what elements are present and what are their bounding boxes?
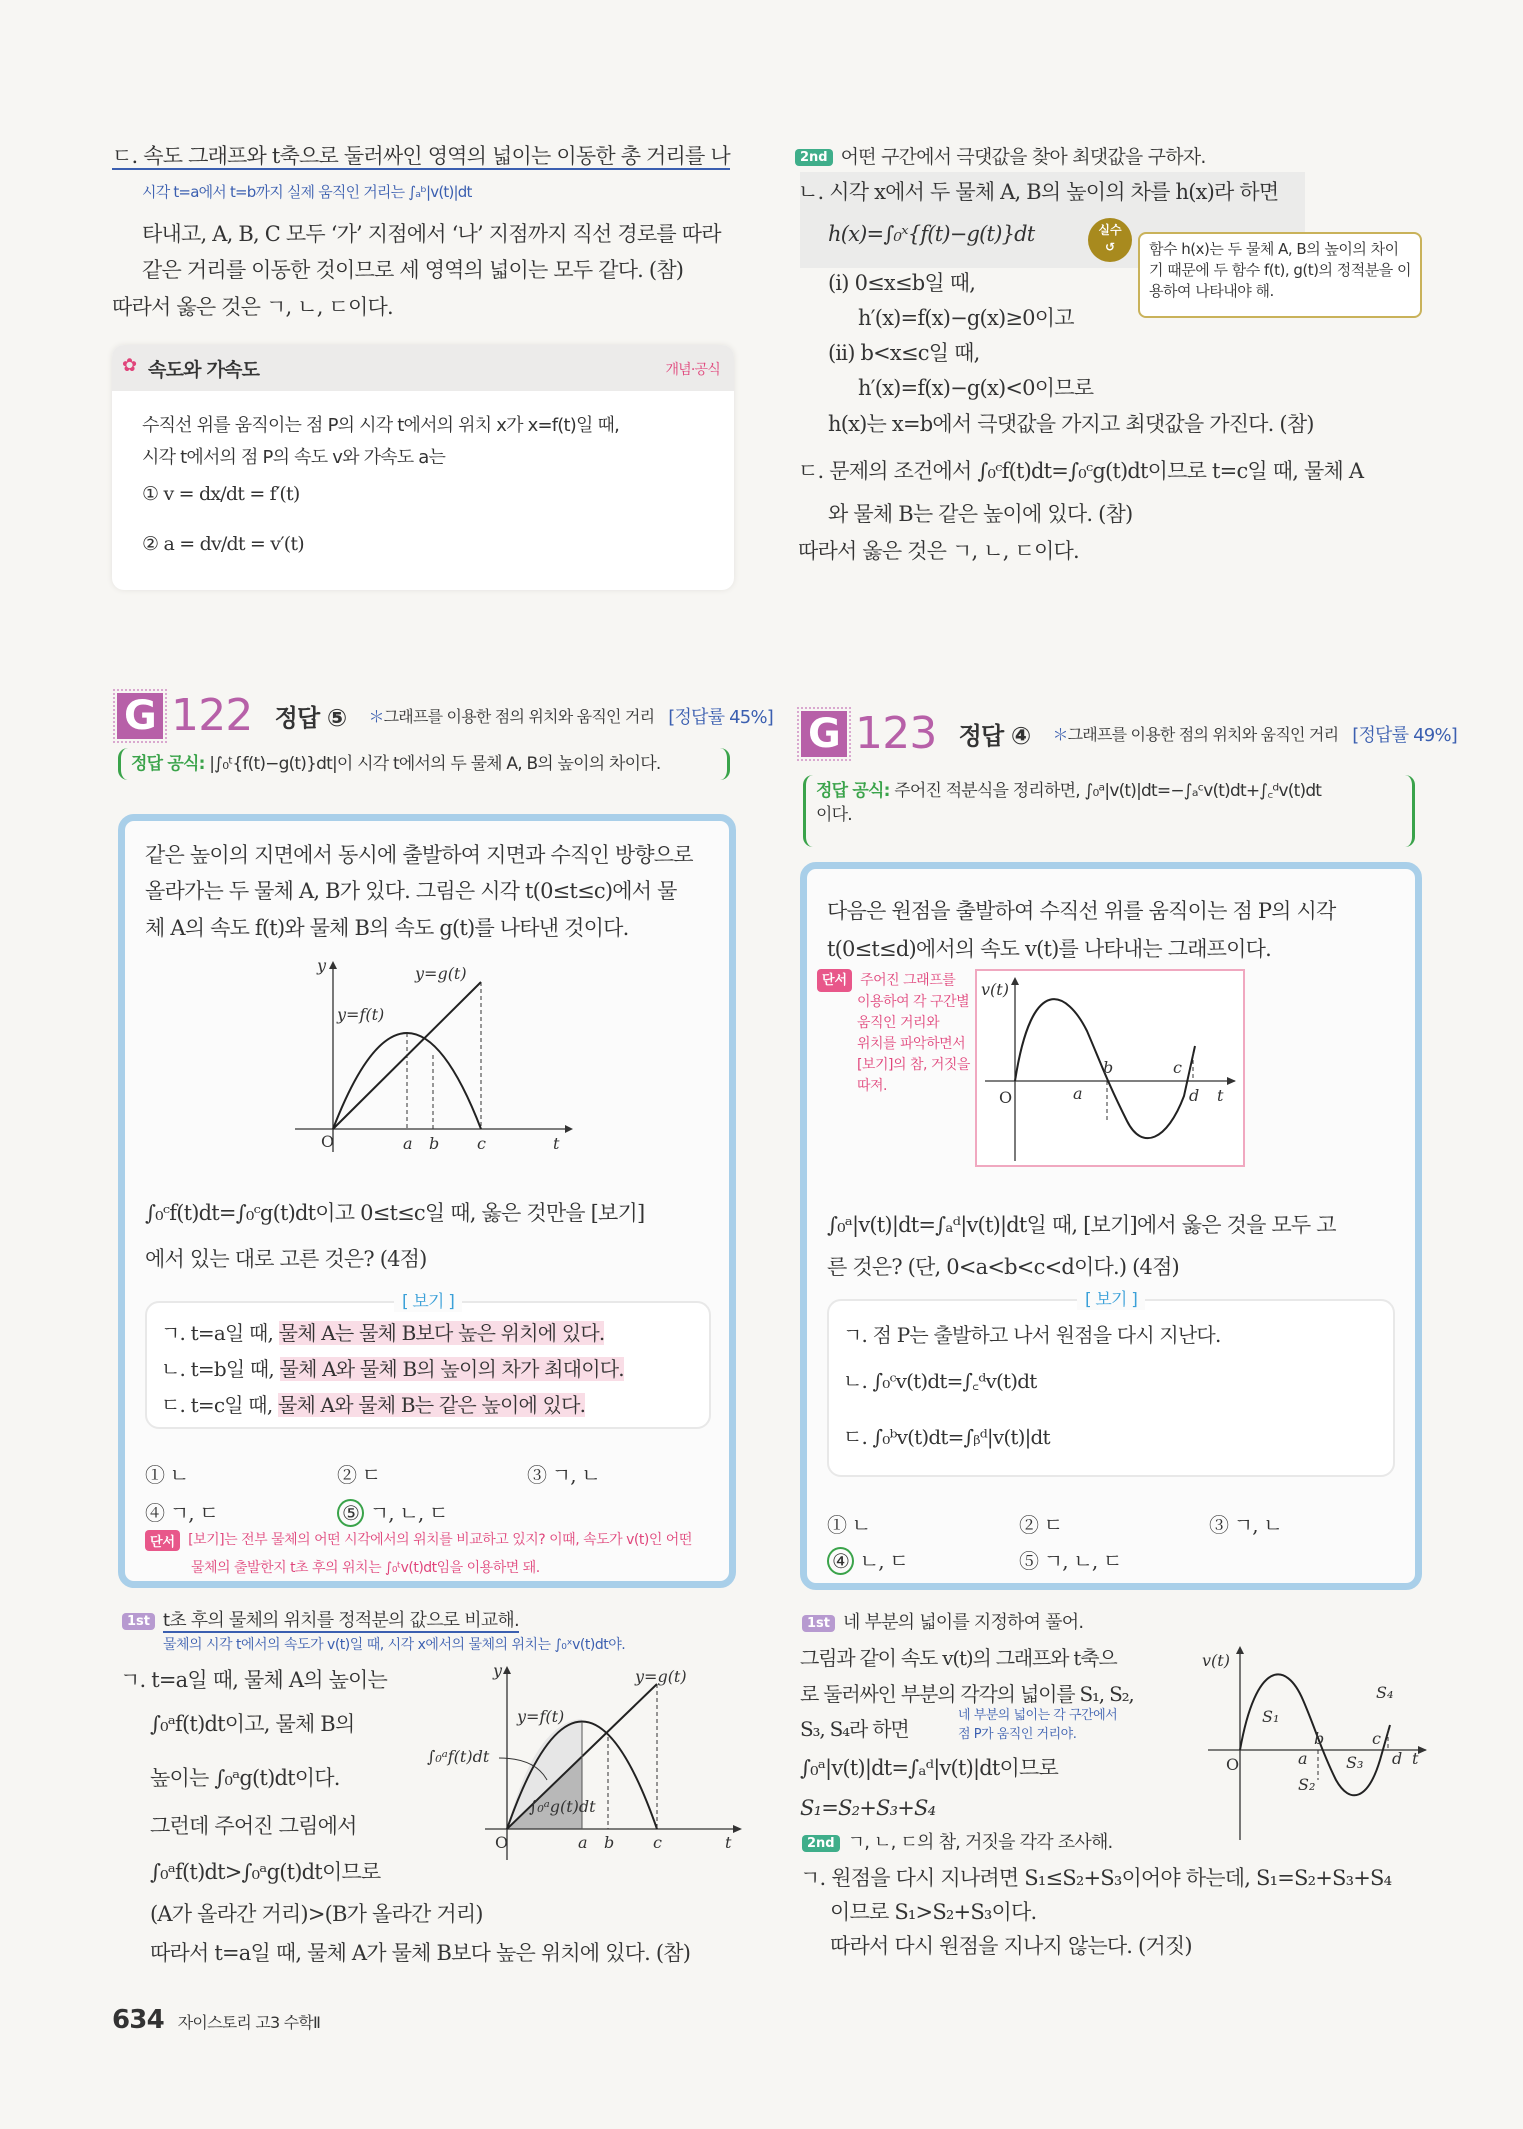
step-heading [802, 1608, 1083, 1634]
question-line: ∫₀ᶜf(t)dt=∫₀ᶜg(t)dt이고 0≤t≤c일 때, 옳은 것만을 [보기] [145, 1201, 645, 1225]
choice-3[interactable]: ③ ㄱ, ㄴ [527, 1463, 600, 1487]
tick-d: d [1392, 1749, 1403, 1768]
solution-line: (ii) b<x≤c일 때, [828, 341, 980, 365]
step-heading [802, 1828, 1112, 1854]
f-label: y=f(t) [517, 1707, 565, 1726]
hint-badge: 단서 [817, 969, 852, 992]
solution-line: 타내고, A, B, C 모두 ‘가’ 지점에서 ‘나’ 지점까지 직선 경로를 따라 [142, 222, 721, 246]
solution-line: S₁=S₂+S₃+S₄ [800, 1796, 936, 1820]
question-line: 올라가는 두 물체 A, B가 있다. 그림은 시각 t(0≤t≤c)에서 물 [145, 879, 677, 903]
origin-label: O [321, 1132, 335, 1151]
answer-formula [803, 775, 1415, 847]
tick-d: d [1189, 1086, 1200, 1105]
solution-line: 같은 거리를 이동한 것이므로 세 영역의 넓이는 모두 같다. (참) [142, 258, 684, 282]
bogi-item: ㄱ. t=a일 때, 물체 A는 물체 B보다 높은 위치에 있다. [161, 1321, 605, 1345]
tick-c: c [1173, 1058, 1182, 1077]
choice-5[interactable]: ⑤ ㄱ, ㄴ, ㄷ [1019, 1549, 1122, 1573]
solution-line: S₃, S₄라 하면 [800, 1717, 909, 1741]
shaded-area-graph-122 [425, 1662, 745, 1862]
bogi-item: ㄷ. t=c일 때, 물체 A와 물체 B는 같은 높이에 있다. [161, 1393, 586, 1417]
t-label: t [1217, 1086, 1224, 1105]
mistake-badge-icon: 실수 ↺ [1088, 218, 1132, 262]
solution-line: ㄱ. t=a일 때, 물체 A의 높이는 [120, 1668, 388, 1692]
flower-icon: ✿ [122, 355, 137, 376]
tick-c: c [477, 1134, 486, 1153]
acceleration-formula: ② a = dv/dt = v′(t) [142, 533, 304, 555]
bogi-item: ㄱ. 점 P는 출발하고 나서 원점을 다시 지난다. [843, 1323, 1221, 1347]
side-note: 네 부분의 넓이는 각 구간에서 점 P가 움직인 거리야. [958, 1708, 1118, 1742]
solution-line: 와 물체 B는 같은 높이에 있다. (참) [828, 502, 1133, 526]
area-graph-123 [1198, 1640, 1430, 1840]
velocity-graph-123 [975, 969, 1245, 1167]
step-text: 네 부분의 넓이를 지정하여 풀어. [843, 1612, 1084, 1633]
bogi-label: [ 보기 ] [1077, 1290, 1145, 1310]
solution-conclusion: 따라서 옳은 것은 ㄱ, ㄴ, ㄷ이다. [798, 539, 1079, 563]
bogi-label: [ 보기 ] [394, 1292, 462, 1312]
concept-line: 시각 t에서의 점 P의 속도 v와 가속도 a는 [142, 447, 446, 468]
bogi-item: ㄴ. ∫₀ᶜv(t)dt=∫꜀ᵈv(t)dt [843, 1369, 1037, 1393]
choice-3[interactable]: ③ ㄱ, ㄴ [1209, 1513, 1282, 1537]
step-badge: 2nd [795, 149, 833, 166]
g-badge: G [117, 693, 163, 739]
hint-line: 단서 [보기]는 전부 물체의 어떤 시각에서의 위치를 비교하고 있지? 이때, 속도가 v(t)인 어떤 [145, 1529, 692, 1551]
solution-line: 높이는 ∫₀ᵃg(t)dt이다. [150, 1766, 340, 1790]
topic-label: ＊그래프를 이용한 점의 위치와 움직인 거리 [368, 707, 655, 726]
solution-line: 따라서 t=a일 때, 물체 A가 물체 B보다 높은 위치에 있다. (참) [150, 1941, 691, 1965]
f-integral-label: ∫₀ᵃf(t)dt [427, 1747, 490, 1766]
tick-b: b [604, 1833, 615, 1852]
solution-line: h′(x)=f(x)−g(x)<0이므로 [858, 376, 1094, 400]
problem-header-122 [117, 690, 773, 741]
hint-side: 단서 주어진 그래프를 이용하여 각 구간별 움직인 거리와 위치를 파악하면서 [보기]의 참, 거짓을 따져. [817, 969, 967, 1097]
bogi-item: ㄴ. t=b일 때, 물체 A와 물체 B의 높이의 차가 최대이다. [161, 1357, 624, 1381]
choice-4[interactable]: ④ ㄱ, ㄷ [145, 1501, 218, 1525]
y-label: y [317, 957, 327, 975]
choice-2[interactable]: ② ㄷ [1019, 1513, 1063, 1537]
question-line: 체 A의 속도 f(t)와 물체 B의 속도 g(t)를 나타낸 것이다. [145, 916, 629, 940]
question-line: t(0≤t≤d)에서의 속도 v(t)를 나타내는 그래프이다. [827, 937, 1272, 961]
choice-4-selected[interactable]: ④ ㄴ, ㄷ [827, 1545, 908, 1574]
formula-text: |∫₀ᵗ{f(t)−g(t)}dt|이 시각 t에서의 두 물체 A, B의 높이의 차이다. [209, 754, 661, 774]
side-note: 시각 t=a에서 t=b까지 실제 움직인 거리는 ∫ₐᵇ|v(t)|dt [142, 183, 472, 201]
h-definition: h(x)=∫₀ˣ{f(t)−g(t)}dt [828, 222, 1035, 246]
choice-2[interactable]: ② ㄷ [337, 1463, 381, 1487]
step-badge: 2nd [802, 1835, 840, 1852]
step-badge: 1st [122, 1613, 155, 1630]
y-label: y [493, 1662, 503, 1680]
g-label: y=g(t) [415, 964, 467, 983]
solution-line: ㄷ. 문제의 조건에서 ∫₀ᶜf(t)dt=∫₀ᶜg(t)dt이므로 t=c일 때, 물체 A [798, 459, 1364, 483]
solution-line: 로 둘러싸인 부분의 각각의 넓이를 S₁, S₂, [800, 1682, 1134, 1706]
solution-line: 그런데 주어진 그림에서 [150, 1814, 357, 1838]
solution-line: ∫₀ᵃf(t)dt이고, 물체 B의 [150, 1712, 355, 1736]
g-badge: G [801, 711, 847, 757]
choice-5-selected[interactable]: ⑤ ㄱ, ㄴ, ㄷ [337, 1497, 448, 1526]
bogi-box [827, 1290, 1395, 1477]
formula-text: 이다. [816, 805, 852, 825]
solution-line: h(x)는 x=b에서 극댓값을 가지고 최댓값을 가진다. (참) [828, 412, 1314, 436]
answer-label: 정답 ④ [958, 722, 1031, 750]
concept-tag: 개념·공식 [665, 362, 720, 378]
question-line: 다음은 원점을 출발하여 수직선 위를 움직이는 점 P의 시각 [827, 899, 1336, 923]
concept-header [112, 345, 734, 391]
concept-line: 수직선 위를 움직이는 점 P의 시각 t에서의 위치 x가 x=f(t)일 때, [142, 415, 620, 436]
tick-c: c [1372, 1729, 1381, 1748]
solution-line: (i) 0≤x≤b일 때, [828, 271, 976, 295]
solution-line: 이므로 S₁>S₂+S₃이다. [830, 1900, 1037, 1924]
choice-1[interactable]: ① ㄴ [827, 1513, 871, 1537]
page-footer [112, 2005, 320, 2035]
g-label: y=g(t) [635, 1667, 687, 1686]
correct-rate: [정답률 45%] [668, 706, 773, 728]
concept-box [112, 345, 734, 590]
book-title: 자이스토리 고3 수학Ⅱ [177, 2013, 321, 2032]
formula-label: 정답 공식: [131, 754, 205, 774]
side-note: 물체의 시각 t에서의 속도가 v(t)일 때, 시각 x에서의 물체의 위치는 ∫₀ˣv(t)dt야. [163, 1637, 626, 1653]
question-line: 에서 있는 대로 고른 것은? (4점) [145, 1247, 427, 1271]
topic-label: ＊그래프를 이용한 점의 위치와 움직인 거리 [1052, 725, 1339, 744]
s4-label: S₄ [1376, 1683, 1394, 1702]
question-line: 른 것은? (단, 0<a<b<c<d이다.) (4점) [827, 1255, 1179, 1279]
origin-label: O [999, 1088, 1013, 1107]
solution-line: 따라서 다시 원점을 지나지 않는다. (거짓) [830, 1934, 1192, 1958]
v-label: v(t) [981, 980, 1009, 999]
t-axis-arrow [565, 1125, 573, 1133]
t-label: t [725, 1833, 732, 1852]
v-label: v(t) [1202, 1651, 1230, 1670]
solution-conclusion: 따라서 옳은 것은 ㄱ, ㄴ, ㄷ이다. [112, 295, 393, 319]
mistake-tooltip: 함수 h(x)는 두 물체 A, B의 높이의 차이기 때문에 두 함수 f(t), g(t)의 정적분을 이용하여 나타내야 해. [1138, 232, 1422, 318]
tick-b: b [429, 1134, 440, 1153]
g-integral-label: ∫₀ᵃg(t)dt [529, 1797, 596, 1816]
origin-label: O [1226, 1755, 1240, 1774]
s1-label: S₁ [1262, 1707, 1280, 1726]
problem-number: 123 [855, 708, 937, 759]
question-line: ∫₀ᵃ|v(t)|dt=∫ₐᵈ|v(t)|dt일 때, [보기]에서 옳은 것을 모두 고 [827, 1213, 1336, 1237]
solution-line: h′(x)=f(x)−g(x)≥0이고 [858, 306, 1074, 330]
step-text: t초 후의 물체의 위치를 정적분의 값으로 비교해. [163, 1610, 519, 1631]
step-badge: 1st [802, 1615, 835, 1632]
tick-b: b [1103, 1058, 1114, 1077]
step-text: ㄱ, ㄴ, ㄷ의 참, 거짓을 각각 조사해. [847, 1832, 1113, 1853]
solution-line: (A가 올라간 거리)>(B가 올라간 거리) [150, 1902, 483, 1926]
choice-1[interactable]: ① ㄴ [145, 1463, 189, 1487]
solution-line [112, 140, 730, 170]
solution-line: ∫₀ᵃ|v(t)|dt=∫ₐᵈ|v(t)|dt이므로 [800, 1756, 1058, 1780]
solution-line: ㄴ. 시각 x에서 두 물체 A, B의 높이의 차를 h(x)라 하면 [798, 180, 1279, 204]
velocity-graph-122 [285, 957, 575, 1157]
answer-label: 정답 ⑤ [274, 704, 347, 732]
bogi-item: ㄷ. ∫₀ᵇv(t)dt=∫ᵦᵈ|v(t)|dt [843, 1425, 1050, 1449]
y-axis-arrow [329, 961, 337, 969]
tick-a: a [1073, 1084, 1083, 1103]
tick-c: c [653, 1833, 662, 1852]
f-label: y=f(t) [337, 1005, 385, 1024]
t-label: t [553, 1134, 560, 1153]
solution-line: 그림과 같이 속도 v(t)의 그래프와 t축으 [800, 1646, 1117, 1670]
hint-badge: 단서 [145, 1530, 180, 1551]
tick-b: b [1314, 1729, 1325, 1748]
correct-rate: [정답률 49%] [1352, 724, 1457, 746]
bogi-box [145, 1292, 711, 1429]
tick-a: a [1298, 1749, 1308, 1768]
step-text: 어떤 구간에서 극댓값을 찾아 최댓값을 구하자. [840, 146, 1206, 168]
problem-box-123 [800, 862, 1422, 1590]
concept-title: 속도와 가속도 [148, 359, 260, 381]
s2-label: S₂ [1298, 1775, 1316, 1794]
velocity-formula: ① v = dx/dt = f′(t) [142, 483, 300, 505]
page-number: 634 [112, 2005, 164, 2035]
underlined-text: ㄷ. 속도 그래프와 t축으로 둘러싸인 영역의 넓이는 이동한 총 거리를 나 [112, 144, 730, 168]
answer-formula [118, 748, 730, 780]
problem-header-123 [801, 708, 1457, 759]
problem-box-122 [118, 814, 736, 1588]
formula-label: 정답 공식: [816, 781, 890, 801]
problem-number: 122 [171, 690, 253, 741]
formula-text: 주어진 적분식을 정리하면, ∫₀ᵃ|v(t)|dt=−∫ₐᶜv(t)dt+∫꜀ᵈv(t)dt [894, 781, 1322, 801]
solution-line: ∫₀ᵃf(t)dt>∫₀ᵃg(t)dt이므로 [150, 1860, 381, 1884]
origin-label: O [495, 1833, 509, 1852]
step-heading [795, 142, 1206, 169]
t-label: t [1412, 1749, 1419, 1768]
tick-a: a [578, 1833, 588, 1852]
question-line: 같은 높이의 지면에서 동시에 출발하여 지면과 수직인 방향으로 [145, 843, 693, 867]
tick-a: a [403, 1134, 413, 1153]
solution-line: ㄱ. 원점을 다시 지나려면 S₁≤S₂+S₃이어야 하는데, S₁=S₂+S₃+S₄ [800, 1866, 1392, 1890]
step-heading [122, 1606, 519, 1632]
hint-line: 물체의 출발한지 t초 후의 위치는 ∫₀ᵗv(t)dt임을 이용하면 돼. [191, 1560, 540, 1576]
s3-label: S₃ [1346, 1753, 1364, 1772]
